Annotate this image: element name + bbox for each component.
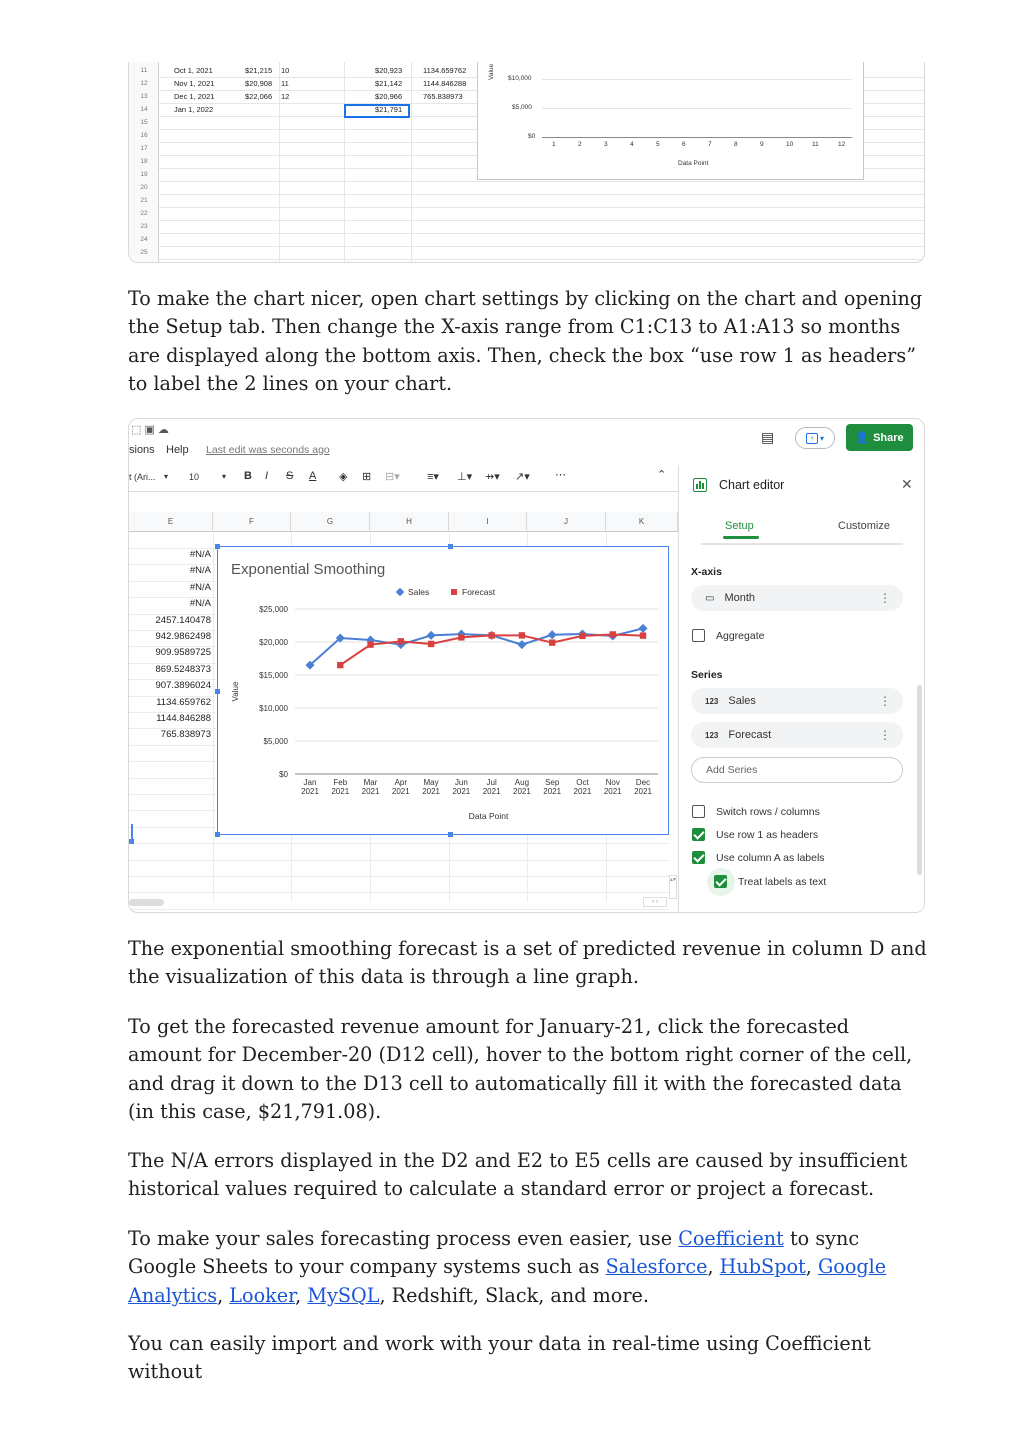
row-number[interactable]: 15 bbox=[140, 119, 148, 126]
x-tick: 10 bbox=[786, 141, 794, 148]
x-tick-year: 2021 bbox=[634, 787, 652, 796]
x-tick-year: 2021 bbox=[513, 787, 531, 796]
x-tick-year: 2021 bbox=[482, 787, 501, 796]
tab-setup[interactable]: Setup bbox=[725, 520, 754, 532]
closing-paragraph: You can easily import and work with your data in real-time using Coefficient without bbox=[128, 1332, 871, 1384]
cell-sales[interactable]: $21,215 bbox=[245, 66, 273, 75]
looker-link[interactable]: Looker bbox=[229, 1283, 296, 1307]
column-divider bbox=[411, 62, 412, 262]
borders-icon[interactable]: ⊞ bbox=[362, 471, 372, 483]
tab-setup-indicator bbox=[723, 536, 759, 539]
align-vertical-icon[interactable]: ⊥▾ bbox=[457, 471, 473, 483]
lock-icon: 👤 bbox=[855, 432, 870, 444]
x-tick: 4 bbox=[630, 141, 634, 148]
resize-handle[interactable] bbox=[448, 832, 453, 837]
cell-err[interactable]: 765.838973 bbox=[423, 92, 463, 101]
row-divider bbox=[129, 876, 669, 877]
x-tick-year: 2021 bbox=[301, 787, 319, 796]
resize-handle[interactable] bbox=[215, 544, 220, 549]
x-tick: 1 bbox=[552, 141, 556, 148]
spreadsheet-screenshot-top bbox=[128, 62, 925, 263]
row-number[interactable]: 19 bbox=[140, 171, 148, 178]
column-header[interactable]: G bbox=[291, 512, 370, 532]
cell-forecast[interactable]: $20,923 bbox=[375, 66, 403, 75]
cell-n[interactable]: 11 bbox=[281, 79, 289, 88]
font-family-select[interactable]: t (Ari... bbox=[129, 472, 156, 482]
spreadsheet-screenshot-chart-editor bbox=[128, 418, 925, 913]
x-tick-label bbox=[634, 778, 652, 796]
x-tick-month: Oct bbox=[576, 778, 589, 787]
column-header[interactable]: H bbox=[370, 512, 449, 532]
x-tick-label bbox=[483, 778, 501, 796]
x-tick: 3 bbox=[604, 141, 608, 148]
column-header[interactable]: J bbox=[527, 512, 606, 532]
column-divider bbox=[213, 532, 214, 902]
cell-e[interactable]: #N/A bbox=[189, 565, 211, 577]
text-run: To make your sales forecasting process even easier, use bbox=[128, 1227, 679, 1250]
cell-forecast[interactable]: $20,966 bbox=[375, 92, 403, 101]
y-tick: $0 bbox=[528, 133, 536, 140]
na-errors-paragraph: The N/A errors displayed in the D2 and E2 to E5 cells are caused by insufficient historical values required to calculate a standard error or project a forecast. bbox=[128, 1149, 908, 1201]
chevron-down-icon: ▾ bbox=[819, 433, 824, 443]
x-tick-label bbox=[513, 778, 531, 796]
row-header-column bbox=[129, 62, 159, 263]
text-run: , bbox=[805, 1255, 818, 1279]
tab-divider bbox=[701, 543, 903, 545]
series-name: Sales bbox=[728, 695, 756, 707]
legend-marker bbox=[396, 588, 404, 596]
gridline bbox=[542, 79, 852, 80]
x-axis-line bbox=[542, 137, 852, 138]
x-tick-label bbox=[604, 778, 622, 796]
more-vert-icon[interactable]: ⋮ bbox=[879, 694, 891, 708]
column-header[interactable]: I bbox=[449, 512, 527, 532]
x-tick-year: 2021 bbox=[422, 787, 440, 796]
cell-e[interactable]: #N/A bbox=[189, 581, 211, 593]
mysql-link[interactable]: MySQL bbox=[307, 1283, 380, 1307]
column-header[interactable]: F bbox=[213, 512, 291, 532]
cell-e[interactable]: 869.5248373 bbox=[155, 663, 211, 675]
cell-e[interactable]: 1134.659762 bbox=[156, 696, 211, 708]
text-run: to sync Google Sheets to your company systems such as bbox=[128, 1227, 860, 1279]
text-wrap-icon[interactable]: ⇸▾ bbox=[485, 471, 500, 483]
column-header[interactable]: E bbox=[129, 512, 213, 532]
data-point[interactable] bbox=[519, 632, 525, 638]
resize-handle[interactable] bbox=[215, 689, 220, 694]
x-tick: 5 bbox=[656, 141, 660, 148]
x-tick-year: 2021 bbox=[603, 787, 622, 796]
aggregate-checkbox[interactable] bbox=[692, 629, 705, 642]
data-point[interactable] bbox=[488, 632, 494, 638]
cell-forecast[interactable]: $21,142 bbox=[375, 79, 403, 88]
font-size-select[interactable]: 10 bbox=[189, 472, 200, 482]
text-run: , bbox=[295, 1283, 308, 1307]
data-point[interactable] bbox=[517, 640, 526, 649]
last-edit-link[interactable]: Last edit was seconds ago bbox=[206, 444, 330, 456]
x-tick-month: Jun bbox=[454, 778, 468, 787]
number-icon: 123 bbox=[705, 696, 719, 706]
text-rotation-icon[interactable]: ↗▾ bbox=[515, 471, 530, 483]
aggregate-label: Aggregate bbox=[716, 630, 765, 642]
cell-e[interactable]: 942.9862498 bbox=[155, 631, 211, 642]
data-point[interactable] bbox=[548, 630, 557, 639]
y-axis-label: Value bbox=[231, 681, 240, 702]
x-tick: 9 bbox=[760, 141, 764, 148]
treat-labels-text-label: Treat labels as text bbox=[738, 876, 827, 888]
row-number[interactable]: 16 bbox=[140, 132, 148, 139]
salesforce-link[interactable]: Salesforce bbox=[605, 1255, 708, 1279]
line-chart[interactable] bbox=[217, 546, 669, 835]
x-tick: 11 bbox=[812, 141, 819, 148]
instruction-paragraph: To make the chart nicer, open chart settings by clicking on the chart and opening the Setup tab. Then change the X-axis range from C1:C13 to A1:A13 so months are displayed along the bottom axis. Then, check the box “use row 1 as headers” to label the 2 lines on your chart. bbox=[128, 287, 923, 396]
row-number[interactable]: 21 bbox=[140, 197, 148, 204]
row-number[interactable]: 13 bbox=[140, 93, 148, 100]
row-number[interactable]: 25 bbox=[140, 249, 148, 256]
cell-date[interactable]: Jan 1, 2022 bbox=[174, 105, 214, 114]
x-tick-month: Aug bbox=[514, 778, 530, 787]
cell-e[interactable]: 909.9589725 bbox=[155, 647, 211, 659]
more-vert-icon[interactable]: ⋮ bbox=[879, 728, 891, 742]
x-tick-label bbox=[331, 778, 349, 796]
x-tick-label bbox=[452, 778, 470, 796]
toolbar-divider bbox=[129, 491, 678, 492]
column-selection-edge bbox=[131, 824, 133, 842]
resize-handle[interactable] bbox=[215, 832, 220, 837]
cell-e[interactable]: 907.3896024 bbox=[155, 680, 211, 692]
row-number[interactable]: 11 bbox=[140, 67, 148, 74]
panel-scrollbar[interactable] bbox=[917, 685, 922, 875]
use-colA-labels-label: Use column A as labels bbox=[716, 852, 825, 864]
share-label: Share bbox=[873, 431, 904, 444]
x-tick-month: Jan bbox=[303, 778, 317, 787]
x-axis-label: Data Point bbox=[678, 160, 709, 167]
x-tick-year: 2021 bbox=[361, 787, 380, 796]
cell-n[interactable]: 12 bbox=[281, 92, 290, 101]
x-tick-label bbox=[543, 778, 561, 796]
data-point[interactable] bbox=[549, 639, 555, 645]
data-point[interactable] bbox=[428, 641, 434, 647]
x-tick-year: 2021 bbox=[573, 787, 592, 796]
data-point[interactable] bbox=[610, 631, 616, 637]
x-tick-month: Apr bbox=[394, 778, 408, 787]
cell-err[interactable]: 1134.659762 bbox=[423, 66, 467, 75]
use-colA-labels-checkbox[interactable] bbox=[692, 851, 705, 864]
chart-preview-top[interactable] bbox=[477, 62, 864, 180]
row-divider bbox=[129, 860, 669, 861]
chevron-down-icon[interactable]: ▾ bbox=[164, 472, 169, 481]
cell-e[interactable]: 2457.140478 bbox=[155, 614, 211, 626]
bold-icon[interactable]: B bbox=[244, 470, 252, 482]
data-point[interactable] bbox=[640, 632, 646, 638]
row-divider bbox=[159, 259, 924, 260]
row-number[interactable]: 24 bbox=[140, 236, 148, 243]
row-divider bbox=[129, 909, 669, 910]
switch-rows-label: Switch rows / columns bbox=[716, 806, 820, 818]
row-number[interactable]: 22 bbox=[140, 210, 148, 217]
x-tick-month: Sep bbox=[545, 778, 560, 787]
upload-icon: ↑ bbox=[806, 433, 818, 444]
x-axis-section-label: X-axis bbox=[691, 566, 722, 578]
cell-e[interactable]: 1144.846288 bbox=[156, 713, 211, 724]
use-row1-headers-checkbox[interactable] bbox=[692, 828, 705, 841]
column-header[interactable]: K bbox=[606, 512, 678, 532]
legend-label: Forecast bbox=[462, 587, 496, 597]
close-icon[interactable]: ✕ bbox=[901, 476, 913, 492]
formatting-toolbar bbox=[129, 467, 679, 489]
series-name: Forecast bbox=[728, 729, 772, 741]
cell-n[interactable]: 10 bbox=[281, 66, 290, 75]
x-tick-label bbox=[301, 778, 319, 796]
series-line-sales bbox=[310, 628, 643, 665]
x-axis-label: Data Point bbox=[468, 811, 509, 821]
y-axis-label: Value bbox=[488, 63, 495, 80]
tab-customize[interactable]: Customize bbox=[838, 520, 890, 532]
coefficient-link[interactable]: Coefficient bbox=[678, 1227, 784, 1250]
x-tick-month: Feb bbox=[333, 778, 348, 787]
x-tick: 8 bbox=[734, 141, 738, 148]
series-chip-forecast[interactable] bbox=[691, 722, 903, 748]
data-point[interactable] bbox=[337, 662, 343, 668]
row-divider bbox=[159, 220, 924, 221]
hubspot-link[interactable]: HubSpot bbox=[719, 1255, 806, 1279]
instruction-paragraph: To get the forecasted revenue amount for January-21, click the forecasted amount for December-20 (D12 cell), hover to the bottom right corner of the cell, and drag it down to the D13 cell to automatically fill it with the forecasted data (in this case, $21,791.08). bbox=[128, 1015, 913, 1124]
y-tick-label: $0 bbox=[279, 770, 288, 779]
x-tick: 7 bbox=[708, 141, 712, 148]
cell-e[interactable]: #N/A bbox=[189, 598, 211, 610]
row-divider bbox=[129, 843, 669, 844]
row-divider bbox=[159, 181, 924, 182]
x-tick-month: Mar bbox=[363, 778, 378, 787]
coefficient-paragraph bbox=[128, 1225, 928, 1310]
cell-e[interactable]: #N/A bbox=[189, 549, 211, 560]
chevron-up-icon[interactable]: ⌃ bbox=[657, 469, 667, 481]
y-tick: $10,000 bbox=[508, 75, 532, 82]
vertical-scroll-arrows[interactable]: ▴▾ bbox=[669, 875, 677, 899]
y-tick-label: $10,000 bbox=[259, 704, 288, 713]
fill-color-icon[interactable]: ◈ bbox=[339, 471, 348, 483]
explanation-paragraph: The exponential smoothing forecast is a set of predicted revenue in column D and the visualization of this data is through a line graph. bbox=[128, 937, 927, 989]
row-number[interactable]: 20 bbox=[140, 184, 148, 191]
more-vert-icon[interactable]: ⋮ bbox=[879, 591, 891, 605]
horizontal-scrollbar[interactable] bbox=[129, 899, 164, 906]
y-tick: $5,000 bbox=[512, 104, 532, 111]
x-tick-label bbox=[422, 778, 440, 796]
column-divider bbox=[344, 62, 345, 262]
row-divider bbox=[129, 892, 669, 893]
number-icon: 123 bbox=[705, 730, 719, 740]
chart-editor-panel bbox=[678, 465, 925, 913]
scroll-arrows[interactable]: ‹ › bbox=[643, 897, 667, 907]
y-tick-label: $5,000 bbox=[263, 737, 288, 746]
text-color-icon[interactable]: A bbox=[309, 470, 317, 482]
text-run: , bbox=[707, 1255, 720, 1279]
data-point[interactable] bbox=[398, 638, 404, 644]
merge-cells-icon[interactable]: ⊟▾ bbox=[385, 471, 400, 483]
x-tick-month: May bbox=[423, 778, 439, 787]
add-series-button[interactable]: Add Series bbox=[691, 757, 903, 783]
chevron-down-icon[interactable]: ▾ bbox=[222, 472, 227, 481]
text-run: , bbox=[217, 1283, 230, 1307]
x-axis-chip[interactable] bbox=[691, 585, 903, 611]
menu-item-help[interactable]: Help bbox=[166, 444, 189, 456]
row-divider bbox=[159, 207, 924, 208]
comment-icon[interactable]: ▤ bbox=[761, 429, 775, 445]
data-point[interactable] bbox=[427, 631, 436, 640]
more-icon[interactable]: ⋯ bbox=[555, 469, 566, 481]
align-horizontal-icon[interactable]: ≡▾ bbox=[427, 471, 439, 483]
present-button[interactable] bbox=[795, 427, 835, 449]
series-chip-sales[interactable] bbox=[691, 688, 903, 714]
share-button[interactable] bbox=[846, 424, 913, 451]
x-tick-year: 2021 bbox=[331, 787, 350, 796]
doc-icons: ⬚ ▣ ☁ bbox=[131, 424, 169, 436]
y-tick-label: $15,000 bbox=[259, 671, 288, 680]
cell-e[interactable]: 765.838973 bbox=[160, 729, 211, 741]
x-axis-value: Month bbox=[724, 592, 756, 604]
switch-rows-checkbox[interactable] bbox=[692, 805, 705, 818]
text-run: , Redshift, Slack, and more. bbox=[379, 1283, 649, 1307]
cell-forecast[interactable]: $21,791 bbox=[375, 105, 403, 114]
italic-icon[interactable]: I bbox=[265, 470, 269, 482]
x-tick: 6 bbox=[682, 141, 686, 148]
x-tick-month: Dec bbox=[635, 778, 651, 787]
x-tick-label bbox=[362, 778, 380, 796]
row-number[interactable]: 14 bbox=[140, 106, 148, 113]
line-chart-svg bbox=[218, 547, 670, 836]
resize-handle[interactable] bbox=[448, 544, 453, 549]
use-row1-headers-label: Use row 1 as headers bbox=[716, 829, 819, 841]
panel-title: Chart editor bbox=[719, 478, 785, 492]
series-section-label: Series bbox=[691, 669, 723, 681]
treat-labels-text-checkbox[interactable] bbox=[714, 875, 727, 888]
y-tick-label: $20,000 bbox=[259, 638, 288, 647]
row-number[interactable]: 12 bbox=[140, 80, 148, 87]
strikethrough-icon[interactable]: S bbox=[286, 470, 294, 482]
data-point[interactable] bbox=[458, 634, 464, 640]
row-number[interactable]: 18 bbox=[140, 158, 148, 165]
menu-item-extensions[interactable]: sions bbox=[129, 444, 155, 456]
cell-date[interactable]: Dec 1, 2021 bbox=[174, 92, 215, 101]
google-analytics-link[interactable]: Google Analytics bbox=[128, 1255, 887, 1307]
data-point[interactable] bbox=[579, 633, 585, 639]
row-divider bbox=[159, 246, 924, 247]
x-tick-month: Jul bbox=[486, 778, 497, 787]
x-tick: 2 bbox=[578, 141, 582, 148]
x-tick-year: 2021 bbox=[391, 787, 410, 796]
y-tick-label: $25,000 bbox=[259, 605, 288, 614]
row-divider bbox=[159, 233, 924, 234]
calendar-icon: ▭ bbox=[705, 592, 715, 604]
row-divider bbox=[159, 194, 924, 195]
column-divider bbox=[279, 62, 280, 262]
legend-label: Sales bbox=[408, 587, 430, 597]
cell-sales[interactable]: $20,908 bbox=[245, 79, 273, 88]
row-number[interactable]: 23 bbox=[140, 223, 148, 230]
x-tick-year: 2021 bbox=[452, 787, 471, 796]
gridline bbox=[542, 108, 852, 109]
row-number[interactable]: 17 bbox=[140, 145, 148, 152]
legend-marker bbox=[451, 589, 457, 595]
cell-date[interactable]: Oct 1, 2021 bbox=[174, 66, 213, 75]
x-tick-label bbox=[392, 778, 410, 796]
cell-err[interactable]: 1144.846288 bbox=[423, 79, 467, 88]
selected-cell[interactable] bbox=[344, 104, 410, 118]
x-tick-label bbox=[574, 778, 592, 796]
chart-icon bbox=[693, 478, 707, 492]
data-point[interactable] bbox=[367, 641, 373, 647]
x-tick-year: 2021 bbox=[543, 787, 562, 796]
x-tick: 12 bbox=[838, 141, 846, 148]
data-point[interactable] bbox=[638, 624, 647, 633]
chart-title: Exponential Smoothing bbox=[231, 561, 386, 578]
cell-sales[interactable]: $22,066 bbox=[245, 92, 273, 101]
x-tick-month: Nov bbox=[605, 778, 620, 787]
cell-date[interactable]: Nov 1, 2021 bbox=[174, 79, 215, 88]
